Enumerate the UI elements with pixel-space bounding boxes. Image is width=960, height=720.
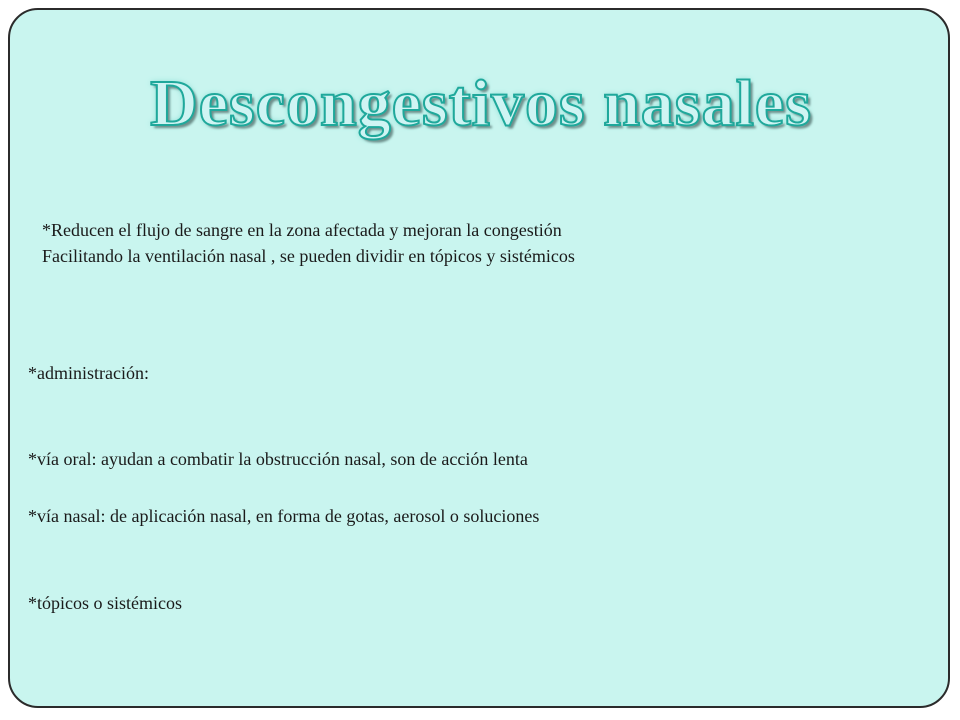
bullet-topicos-sistemicos: *tópicos o sistémicos (28, 593, 182, 613)
bullet-administracion: *administración: (28, 363, 149, 383)
slide (8, 8, 950, 708)
intro-paragraph (42, 217, 575, 269)
intro-line-2: Facilitando la ventilación nasal , se pueden dividir en tópicos y sistémicos (42, 246, 575, 266)
bullet-via-nasal: *vía nasal: de aplicación nasal, en forma de gotas, aerosol o soluciones (28, 506, 540, 526)
intro-line-1: *Reducen el flujo de sangre en la zona afectada y mejoran la congestión (42, 220, 562, 240)
bullet-via-oral: *vía oral: ayudan a combatir la obstrucción nasal, son de acción lenta (28, 449, 528, 469)
slide-title: Descongestivos nasales (150, 67, 812, 140)
